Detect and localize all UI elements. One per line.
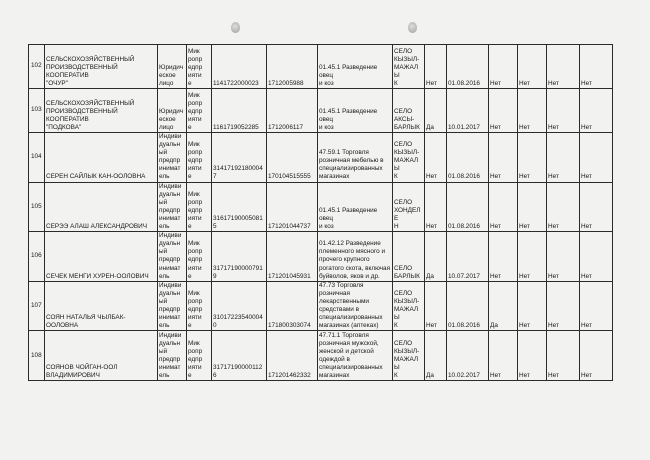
- row-number: 107: [29, 281, 45, 331]
- row-number: 103: [29, 89, 45, 133]
- inn-number: 1712005988: [267, 45, 318, 89]
- business-category: Мик ропр едпр ияти е: [187, 232, 212, 282]
- entity-type: Индиви дуальн ый предпр инимат ель: [158, 182, 187, 232]
- registry-date: 01.08.2016: [447, 133, 489, 183]
- entity-name: СОЯН НАТАЛЬЯ ЧЫЛБАК-ООЛОВНА: [45, 281, 158, 331]
- inn-number: 171201045931: [267, 232, 318, 282]
- activity-description: 01.45.1 Разведение овец и коз: [318, 45, 393, 89]
- new-entity-flag: Да: [425, 331, 447, 381]
- entity-type: Юридич еское лицо: [158, 89, 187, 133]
- ogrn-number: 316171900050815: [212, 182, 267, 232]
- table-row: [29, 331, 613, 381]
- new-entity-flag: Нет: [425, 45, 447, 89]
- row-number: 106: [29, 232, 45, 282]
- entity-name: СЕРЕН САЙЛЫК КАН-ООЛОВНА: [45, 133, 158, 183]
- flag-1: Нет: [489, 133, 518, 183]
- new-entity-flag: Да: [425, 232, 447, 282]
- row-number: 108: [29, 331, 45, 381]
- location: СЕЛО КЫЗЫЛ- МАЖАЛЫ К: [393, 281, 425, 331]
- activity-description: 01.45.1 Разведение овец и коз: [318, 182, 393, 232]
- location: СЕЛО КЫЗЫЛ- МАЖАЛЫ К: [393, 331, 425, 381]
- flag-4: Нет: [580, 331, 613, 381]
- business-category: Мик ропр едпр ияти е: [187, 182, 212, 232]
- flag-3: Нет: [547, 89, 580, 133]
- flag-3: Нет: [547, 281, 580, 331]
- table-row: [29, 281, 613, 331]
- entity-type: Индиви дуальн ый предпр инимат ель: [158, 331, 187, 381]
- ogrn-number: 1161719052285: [212, 89, 267, 133]
- register-table: [28, 44, 613, 381]
- new-entity-flag: Нет: [425, 133, 447, 183]
- location: СЕЛО АКСЫ- БАРЛЫК: [393, 89, 425, 133]
- activity-description: 47.59.1 Торговля розничная мебелью в специализированных магазинах: [318, 133, 393, 183]
- location: СЕЛО КЫЗЫЛ- МАЖАЛЫ К: [393, 45, 425, 89]
- table-row: [29, 89, 613, 133]
- inn-number: 171800303074: [267, 281, 318, 331]
- flag-4: Нет: [580, 45, 613, 89]
- flag-3: Нет: [547, 232, 580, 282]
- entity-name: СЕРЭЭ АЛАШ АЛЕКСАНДРОВИЧ: [45, 182, 158, 232]
- flag-4: Нет: [580, 89, 613, 133]
- flag-3: Нет: [547, 331, 580, 381]
- ogrn-number: 317171900007919: [212, 232, 267, 282]
- punch-hole-right: [408, 22, 417, 33]
- table-row: [29, 133, 613, 183]
- table-row: [29, 182, 613, 232]
- flag-2: Нет: [518, 182, 547, 232]
- flag-2: Нет: [518, 232, 547, 282]
- entity-name: СЕЛЬСКОХОЗЯЙСТВЕННЫЙ ПРОИЗВОДСТВЕННЫЙ КООПЕРАТИВ "ОЧУР": [45, 45, 158, 89]
- business-category: Мик ропр едпр ияти е: [187, 331, 212, 381]
- flag-2: Нет: [518, 89, 547, 133]
- registry-date: 01.08.2016: [447, 182, 489, 232]
- flag-1: Нет: [489, 182, 518, 232]
- flag-3: Нет: [547, 182, 580, 232]
- entity-name: СЕЛЬСКОХОЗЯЙСТВЕННЫЙ ПРОИЗВОДСТВЕННЫЙ КООПЕРАТИВ "ПОДКОВА": [45, 89, 158, 133]
- flag-1: Нет: [489, 331, 518, 381]
- inn-number: 170104515555: [267, 133, 318, 183]
- ogrn-number: 317171900001126: [212, 331, 267, 381]
- new-entity-flag: Нет: [425, 182, 447, 232]
- table-row: [29, 45, 613, 89]
- activity-description: 47.71.1 Торговля розничная мужской, женской и детской одеждой в специализированных магазинах: [318, 331, 393, 381]
- business-category: Мик ропр едпр ияти е: [187, 45, 212, 89]
- registry-date: 10.01.2017: [447, 89, 489, 133]
- business-category: Мик ропр едпр ияти е: [187, 281, 212, 331]
- entity-type: Индиви дуальн ый предпр инимат ель: [158, 232, 187, 282]
- entity-type: Индиви дуальн ый предпр инимат ель: [158, 133, 187, 183]
- table-row: [29, 232, 613, 282]
- entity-type: Юридич еское лицо: [158, 45, 187, 89]
- flag-3: Нет: [547, 133, 580, 183]
- flag-2: Нет: [518, 133, 547, 183]
- flag-2: Нет: [518, 45, 547, 89]
- flag-4: Нет: [580, 182, 613, 232]
- flag-4: Нет: [580, 133, 613, 183]
- activity-description: 01.45.1 Разведение овец и коз: [318, 89, 393, 133]
- register-body: [29, 45, 613, 381]
- activity-description: 01.42.12 Разведение племенного мясного и прочего крупного рогатого скота, включая буйволов, яков и др.: [318, 232, 393, 282]
- row-number: 102: [29, 45, 45, 89]
- registry-date: 10.02.2017: [447, 331, 489, 381]
- location: СЕЛО БАРЛЫК: [393, 232, 425, 282]
- flag-3: Нет: [547, 45, 580, 89]
- inn-number: 171201044737: [267, 182, 318, 232]
- entity-name: СОЯНОВ ЧОЙГАН-ООЛ ВЛАДИМИРОВИЧ: [45, 331, 158, 381]
- entity-type: Индиви дуальн ый предпр инимат ель: [158, 281, 187, 331]
- registry-date: 01.08.2016: [447, 45, 489, 89]
- punch-hole-left: [231, 22, 240, 33]
- location: СЕЛО ХОНДЕЛЕ Н: [393, 182, 425, 232]
- registry-date: 10.07.2017: [447, 232, 489, 282]
- entity-name: СЕЧЕК МЕНГИ ХУРЕН-ООЛОВИЧ: [45, 232, 158, 282]
- registry-date: 01.08.2016: [447, 281, 489, 331]
- ogrn-number: 1141722000023: [212, 45, 267, 89]
- flag-4: Нет: [580, 232, 613, 282]
- flag-1: Нет: [489, 45, 518, 89]
- inn-number: 171201462332: [267, 331, 318, 381]
- row-number: 104: [29, 133, 45, 183]
- flag-1: Да: [489, 281, 518, 331]
- row-number: 105: [29, 182, 45, 232]
- flag-2: Нет: [518, 331, 547, 381]
- flag-2: Нет: [518, 281, 547, 331]
- flag-1: Нет: [489, 89, 518, 133]
- flag-1: Нет: [489, 232, 518, 282]
- inn-number: 1712006117: [267, 89, 318, 133]
- ogrn-number: 314171921800047: [212, 133, 267, 183]
- new-entity-flag: Да: [425, 89, 447, 133]
- business-category: Мик ропр едпр ияти е: [187, 133, 212, 183]
- ogrn-number: 310172235400040: [212, 281, 267, 331]
- new-entity-flag: Нет: [425, 281, 447, 331]
- business-category: Мик ропр едпр ияти е: [187, 89, 212, 133]
- flag-4: Нет: [580, 281, 613, 331]
- activity-description: 47.73 Торговля розничная лекарственными средствами в специализированных магазинах (аптеках): [318, 281, 393, 331]
- location: СЕЛО КЫЗЫЛ- МАЖАЛЫ К: [393, 133, 425, 183]
